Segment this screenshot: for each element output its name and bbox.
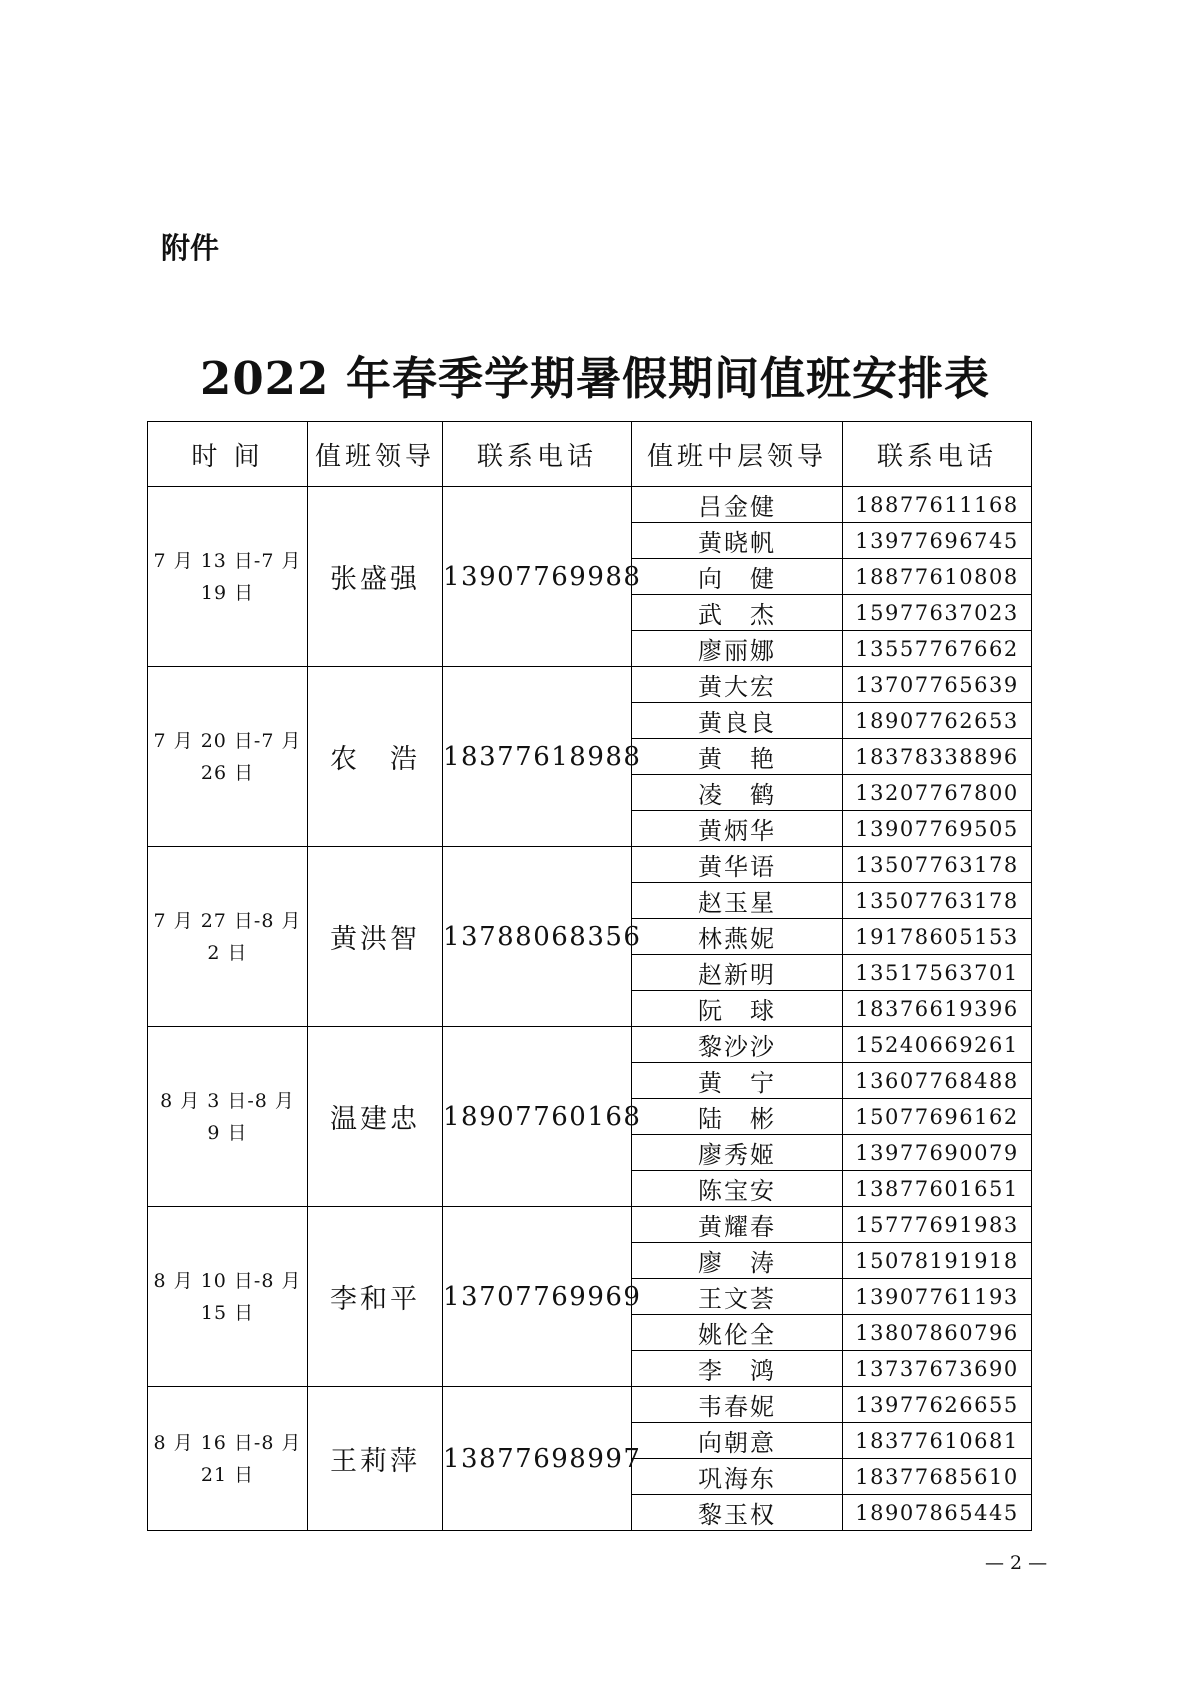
mid-leader-name: 林燕妮 xyxy=(632,919,843,955)
mid-leader-phone: 13207767800 xyxy=(843,775,1032,811)
duty-period-line2: 26 日 xyxy=(200,761,255,784)
table-row xyxy=(148,487,1032,523)
duty-period-line2: 2 日 xyxy=(207,941,248,964)
duty-leader-name: 黄洪智 xyxy=(308,847,443,1027)
duty-leader-phone: 18907760168 xyxy=(443,1027,632,1207)
page-title: 2022 年春季学期暑假期间值班安排表 xyxy=(200,352,990,405)
mid-leader-name: 赵玉星 xyxy=(632,883,843,919)
table-row xyxy=(148,1207,1032,1243)
mid-leader-phone: 18378338896 xyxy=(843,739,1032,775)
header-leader: 值班领导 xyxy=(308,422,443,487)
mid-leader-name: 吕金健 xyxy=(632,487,843,523)
mid-leader-name: 陈宝安 xyxy=(632,1171,843,1207)
mid-leader-name: 赵新明 xyxy=(632,955,843,991)
mid-leader-phone: 13557767662 xyxy=(843,631,1032,667)
mid-leader-phone: 13907761193 xyxy=(843,1279,1032,1315)
mid-leader-phone: 18907865445 xyxy=(843,1495,1032,1531)
mid-leader-name: 阮 球 xyxy=(632,991,843,1027)
mid-leader-phone: 15240669261 xyxy=(843,1027,1032,1063)
mid-leader-phone: 13977696745 xyxy=(843,523,1032,559)
attachment-label: 附件 xyxy=(161,231,220,265)
duty-period-line2: 15 日 xyxy=(200,1301,255,1324)
mid-leader-name: 黄华语 xyxy=(632,847,843,883)
duty-period-line2: 19 日 xyxy=(200,581,255,604)
duty-period-line1: 8 月 3 日-8 月 xyxy=(160,1089,295,1112)
mid-leader-phone: 13907769505 xyxy=(843,811,1032,847)
duty-period-line2: 21 日 xyxy=(200,1463,255,1486)
duty-leader-name: 王莉萍 xyxy=(308,1387,443,1531)
mid-leader-phone: 13737673690 xyxy=(843,1351,1032,1387)
mid-leader-name: 陆 彬 xyxy=(632,1099,843,1135)
duty-period-line1: 7 月 20 日-7 月 xyxy=(153,729,302,752)
duty-period-cell xyxy=(148,1027,308,1207)
table-row xyxy=(148,1027,1032,1063)
mid-leader-phone: 13607768488 xyxy=(843,1063,1032,1099)
mid-leader-phone: 13507763178 xyxy=(843,883,1032,919)
duty-period-line1: 7 月 27 日-8 月 xyxy=(153,909,302,932)
table-body xyxy=(148,487,1032,1531)
mid-leader-phone: 13807860796 xyxy=(843,1315,1032,1351)
mid-leader-name: 王文荟 xyxy=(632,1279,843,1315)
duty-period-line1: 7 月 13 日-7 月 xyxy=(153,549,302,572)
header-leader-phone: 联系电话 xyxy=(443,422,632,487)
mid-leader-phone: 13977626655 xyxy=(843,1387,1032,1423)
mid-leader-name: 黄炳华 xyxy=(632,811,843,847)
mid-leader-phone: 15078191918 xyxy=(843,1243,1032,1279)
mid-leader-phone: 13877601651 xyxy=(843,1171,1032,1207)
mid-leader-name: 黄 宁 xyxy=(632,1063,843,1099)
duty-period-cell xyxy=(148,847,308,1027)
mid-leader-phone: 15977637023 xyxy=(843,595,1032,631)
table-header-row xyxy=(148,422,1032,487)
mid-leader-name: 廖秀姬 xyxy=(632,1135,843,1171)
header-mid-phone: 联系电话 xyxy=(843,422,1032,487)
mid-leader-phone: 13507763178 xyxy=(843,847,1032,883)
duty-period-cell xyxy=(148,487,308,667)
mid-leader-name: 武 杰 xyxy=(632,595,843,631)
duty-leader-phone: 18377618988 xyxy=(443,667,632,847)
duty-leader-name: 张盛强 xyxy=(308,487,443,667)
duty-leader-name: 农 浩 xyxy=(308,667,443,847)
page-number: — 2 — xyxy=(985,1552,1048,1574)
mid-leader-phone: 18376619396 xyxy=(843,991,1032,1027)
duty-leader-name: 温建忠 xyxy=(308,1027,443,1207)
duty-leader-name: 李和平 xyxy=(308,1207,443,1387)
mid-leader-phone: 13977690079 xyxy=(843,1135,1032,1171)
duty-period-line1: 8 月 10 日-8 月 xyxy=(153,1269,302,1292)
mid-leader-phone: 15777691983 xyxy=(843,1207,1032,1243)
mid-leader-phone: 18907762653 xyxy=(843,703,1032,739)
duty-schedule-table xyxy=(147,421,1032,1531)
duty-period-line2: 9 日 xyxy=(207,1121,248,1144)
mid-leader-name: 黄良良 xyxy=(632,703,843,739)
header-time: 时 间 xyxy=(148,422,308,487)
mid-leader-phone: 18877611168 xyxy=(843,487,1032,523)
mid-leader-phone: 13707765639 xyxy=(843,667,1032,703)
mid-leader-name: 廖丽娜 xyxy=(632,631,843,667)
header-mid-leader: 值班中层领导 xyxy=(632,422,843,487)
mid-leader-phone: 13517563701 xyxy=(843,955,1032,991)
duty-leader-phone: 13877698997 xyxy=(443,1387,632,1531)
mid-leader-name: 黄 艳 xyxy=(632,739,843,775)
duty-period-cell xyxy=(148,1387,308,1531)
mid-leader-name: 韦春妮 xyxy=(632,1387,843,1423)
mid-leader-name: 黄大宏 xyxy=(632,667,843,703)
mid-leader-phone: 19178605153 xyxy=(843,919,1032,955)
table-row xyxy=(148,667,1032,703)
mid-leader-phone: 15077696162 xyxy=(843,1099,1032,1135)
table-row xyxy=(148,1387,1032,1423)
mid-leader-phone: 18877610808 xyxy=(843,559,1032,595)
duty-period-line1: 8 月 16 日-8 月 xyxy=(153,1431,302,1454)
mid-leader-name: 凌 鹤 xyxy=(632,775,843,811)
duty-leader-phone: 13788068356 xyxy=(443,847,632,1027)
mid-leader-phone: 18377685610 xyxy=(843,1459,1032,1495)
mid-leader-name: 向朝意 xyxy=(632,1423,843,1459)
duty-leader-phone: 13907769988 xyxy=(443,487,632,667)
mid-leader-name: 黎沙沙 xyxy=(632,1027,843,1063)
mid-leader-name: 姚伦全 xyxy=(632,1315,843,1351)
mid-leader-name: 向 健 xyxy=(632,559,843,595)
mid-leader-name: 廖 涛 xyxy=(632,1243,843,1279)
mid-leader-phone: 18377610681 xyxy=(843,1423,1032,1459)
table-row xyxy=(148,847,1032,883)
duty-period-cell xyxy=(148,667,308,847)
mid-leader-name: 巩海东 xyxy=(632,1459,843,1495)
mid-leader-name: 黎玉权 xyxy=(632,1495,843,1531)
duty-leader-phone: 13707769969 xyxy=(443,1207,632,1387)
mid-leader-name: 李 鸿 xyxy=(632,1351,843,1387)
mid-leader-name: 黄耀春 xyxy=(632,1207,843,1243)
duty-period-cell xyxy=(148,1207,308,1387)
mid-leader-name: 黄晓帆 xyxy=(632,523,843,559)
